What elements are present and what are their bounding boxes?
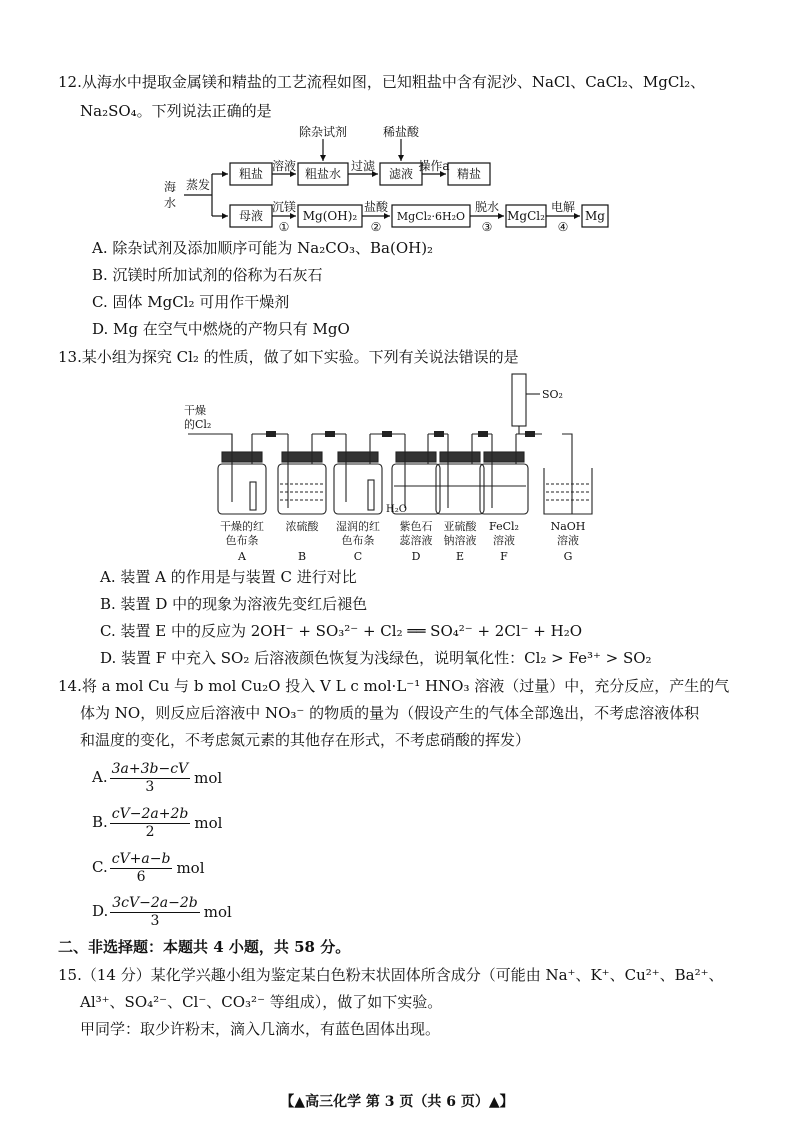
svg-text:沉镁: 沉镁 [271,200,297,214]
q12-stem-line2: Na₂SO₄。下列说法正确的是 [80,102,272,120]
svg-text:钠溶液: 钠溶液 [443,534,477,547]
svg-text:E: E [455,550,465,563]
svg-text:溶液: 溶液 [271,159,297,173]
q15-line2: Al³⁺、SO₄²⁻、Cl⁻、CO₃²⁻ 等组成），做了如下实验。 [80,993,443,1011]
svg-text:湿润的红: 湿润的红 [336,520,380,533]
q13-stem: 13.某小组为探究 Cl₂ 的性质，做了如下实验。下列有关说法错误的是 [58,348,519,366]
svg-text:粗盐: 粗盐 [238,167,264,181]
svg-text:操作a: 操作a [418,159,450,173]
q12-option-b: B. 沉镁时所加试剂的俗称为石灰石 [92,266,323,284]
page-footer: 【▲高三化学 第 3 页（共 6 页）▲】 [280,1094,514,1110]
svg-text:NaOH: NaOH [550,520,586,533]
svg-text:溶液: 溶液 [557,534,579,547]
section-2-heading: 二、非选择题：本题共 4 小题，共 58 分。 [58,938,351,956]
svg-text:F: F [500,550,508,563]
svg-text:D: D [411,550,421,563]
q12-option-c: C. 固体 MgCl₂ 可用作干燥剂 [92,293,290,311]
svg-text:除杂试剂: 除杂试剂 [298,125,348,139]
flow-evaporate: 蒸发 [186,178,211,192]
svg-text:Mg: Mg [585,209,605,223]
svg-text:色布条: 色布条 [225,534,259,547]
svg-text:滤液: 滤液 [388,167,414,181]
q13-option-d: D. 装置 F 中充入 SO₂ 后溶液颜色恢复为浅绿色，说明氧化性：Cl₂ > Fe³⁺ > SO₂ [100,649,652,667]
q14-stem-line2: 体为 NO，则反应后溶液中 NO₃⁻ 的物质的量为（假设产生的气体全部逸出，不考虑溶液体积 [80,704,700,722]
svg-text:精盐: 精盐 [456,167,482,181]
svg-text:稀盐酸: 稀盐酸 [382,125,420,139]
svg-text:粗盐水: 粗盐水 [304,167,342,181]
q12-option-a: A. 除杂试剂及添加顺序可能为 Na₂CO₃、Ba(OH)₂ [92,239,434,257]
svg-text:C: C [353,550,363,563]
svg-text:母液: 母液 [238,209,264,223]
svg-text:盐酸: 盐酸 [363,200,389,214]
q12-flow-diagram [150,125,620,235]
svg-text:MgCl₂: MgCl₂ [507,209,545,223]
svg-text:蕊溶液: 蕊溶液 [399,534,433,547]
q14-option-c: C. $\frac{cV+a-b}{6}$ mol [92,850,205,885]
q14-option-d: D. $\frac{3cV-2a-2b}{3}$ mol [92,894,232,929]
q13-option-b: B. 装置 D 中的现象为溶液先变红后褪色 [100,595,368,613]
svg-text:脱水: 脱水 [474,200,500,214]
q13-option-c: C. 装置 E 中的反应为 2OH⁻ + SO₃²⁻ + Cl₂ ══ SO₄²⁻ + 2Cl⁻ + H₂O [100,622,583,640]
svg-text:③: ③ [481,220,493,234]
svg-text:电解: 电解 [550,200,576,214]
q15-line3: 甲同学：取少许粉末，滴入几滴水，有蓝色固体出现。 [80,1020,441,1038]
q14-option-a: A. $\frac{3a+3b-cV}{3}$ mol [92,760,223,795]
svg-text:MgCl₂·6H₂O: MgCl₂·6H₂O [396,210,466,223]
q14-stem-line1: 14.将 a mol Cu 与 b mol Cu₂O 投入 V L c mol·L⁻¹ HNO₃ 溶液（过量）中，充分反应，产生的气 [58,677,730,695]
svg-text:FeCl₂: FeCl₂ [489,520,519,533]
h2o-label: H₂O [386,504,407,515]
svg-text:A: A [238,550,246,563]
q14-stem-line3: 和温度的变化，不考虑氮元素的其他存在形式，不考虑硝酸的挥发） [80,731,531,749]
q14-option-b: B. $\frac{cV-2a+2b}{2}$ mol [92,805,223,840]
svg-text:亚硫酸: 亚硫酸 [443,520,477,533]
svg-text:①: ① [278,220,290,234]
q12-stem-line1: 12.从海水中提取金属镁和精盐的工艺流程如图，已知粗盐中含有泥沙、NaCl、CaCl₂、MgCl₂、 [58,73,706,91]
so2-label: SO₂ [542,388,563,401]
cl2-label: 的Cl₂ [184,418,212,431]
cl2-dry-label: 干燥 [184,404,206,417]
q13-option-a: A. 装置 A 的作用是与装置 C 进行对比 [100,568,357,586]
q15-line1: 15.（14 分）某化学兴趣小组为鉴定某白色粉末状固体所含成分（可能由 Na⁺、K⁺、Cu²⁺、Ba²⁺、 [58,966,724,984]
svg-text:B: B [297,550,307,563]
svg-text:④: ④ [557,220,569,234]
svg-text:过滤: 过滤 [350,159,376,173]
q12-option-d: D. Mg 在空气中燃烧的产物只有 MgO [92,320,350,338]
svg-text:G: G [563,550,573,563]
svg-text:②: ② [370,220,382,234]
flow-sea: 海 [164,180,177,194]
svg-text:Mg(OH)₂: Mg(OH)₂ [302,209,358,223]
svg-text:色布条: 色布条 [341,534,375,547]
svg-text:干燥的红: 干燥的红 [220,520,264,533]
q13-apparatus-diagram [180,372,610,567]
svg-text:溶液: 溶液 [493,534,515,547]
svg-text:紫色石: 紫色石 [399,520,433,533]
flow-water: 水 [164,196,177,210]
svg-text:浓硫酸: 浓硫酸 [285,520,319,533]
